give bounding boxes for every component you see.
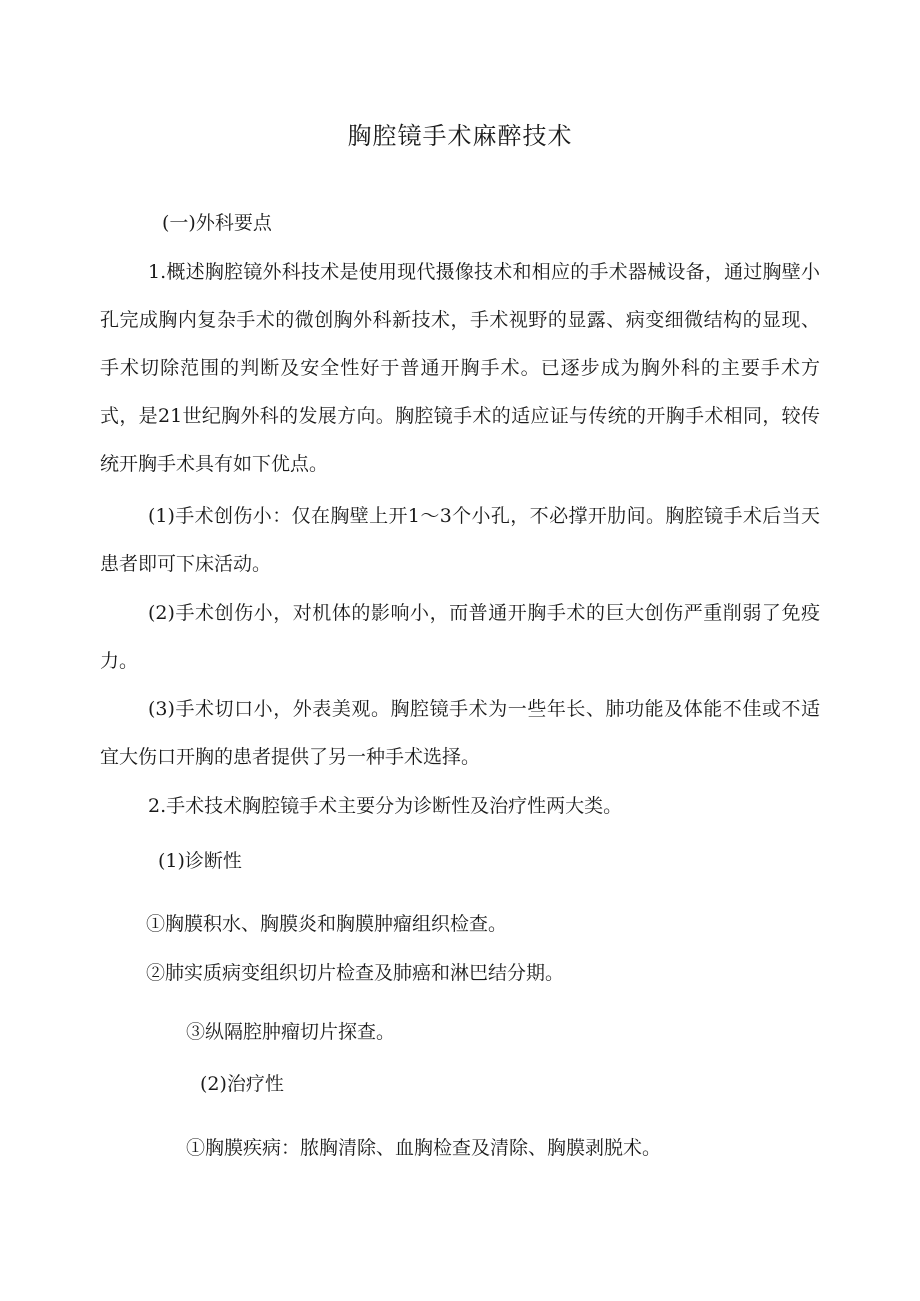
paragraph-advantage-1: (1)手术创伤小：仅在胸壁上开1～3个小孔，不必撑开肋间。胸腔镜手术后当天患者即可下床活动。: [100, 505, 820, 575]
diagnostic-item: ①胸膜积水、胸膜炎和胸膜肿瘤组织检查。: [146, 913, 508, 935]
paragraph-advantage-3: (3)手术切口小，外表美观。胸腔镜手术为一些年长、肺功能及体能不佳或不适宜大伤口开胸的患者提供了另一种手术选择。: [100, 698, 820, 768]
therapeutic-item: ①胸膜疾病：脓胸清除、血胸检查及清除、胸膜剥脱术。: [186, 1137, 662, 1159]
diagnostic-item: ②肺实质病变组织切片检查及肺癌和淋巴结分期。: [146, 962, 565, 984]
diagnostic-heading: (1)诊断性: [158, 850, 242, 872]
therapeutic-heading: (2)治疗性: [200, 1073, 284, 1095]
paragraph-overview: 1.概述胸腔镜外科技术是使用现代摄像技术和相应的手术器械设备，通过胸壁小孔完成胸内复杂手术的微创胸外科新技术，手术视野的显露、病变细微结构的显现、手术切除范围的判断及安全性好于普通开胸手术。已逐步成为胸外科的主要手术方式，是21世纪胸外科的发展方向。胸腔镜手术的适应证与传统的开胸手术相同，较传统开胸手术具有如下优点。: [100, 261, 820, 475]
paragraph-advantage-2: (2)手术创伤小，对机体的影响小，而普通开胸手术的巨大创伤严重削弱了免疫力。: [100, 602, 820, 672]
section-heading: (一)外科要点: [162, 212, 272, 234]
paragraph-technique: 2.手术技术胸腔镜手术主要分为诊断性及治疗性两大类。: [148, 795, 623, 817]
diagnostic-item: ③纵隔腔肿瘤切片探查。: [186, 1021, 396, 1043]
document-title: 胸腔镜手术麻醉技术: [347, 122, 573, 150]
